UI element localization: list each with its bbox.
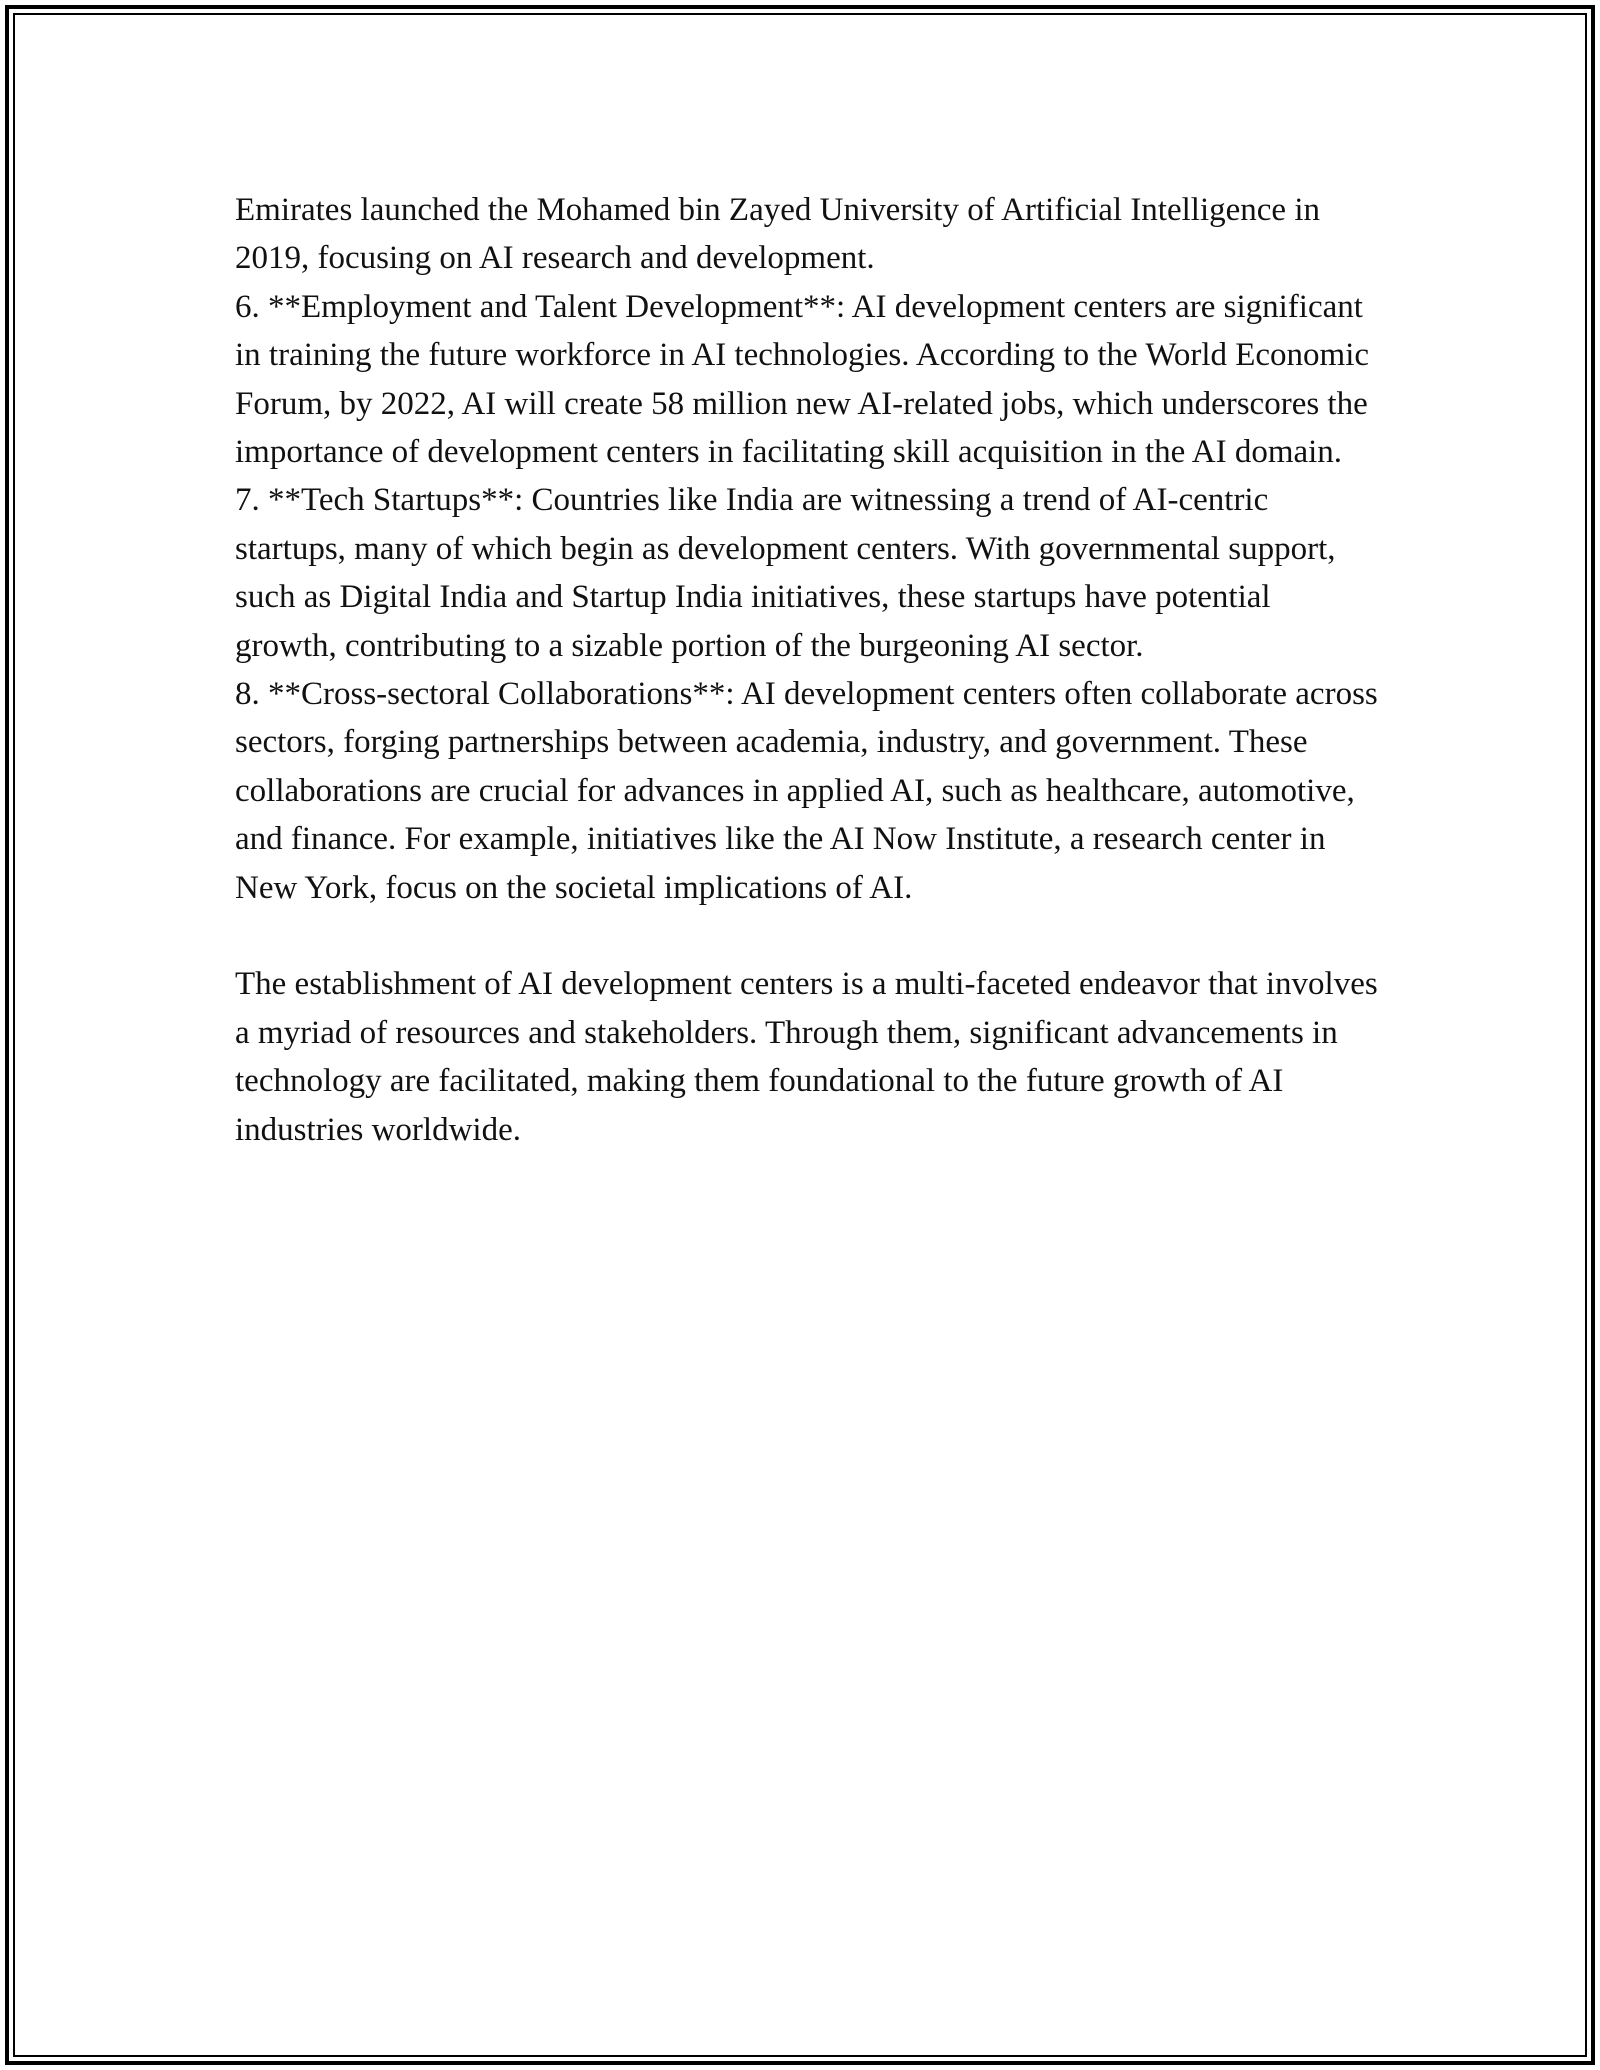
document-body <box>235 186 1380 1154</box>
paragraph-spacer <box>235 912 1380 960</box>
paragraph-uae-university: Emirates launched the Mohamed bin Zayed University of Artificial Intelligence in 2019, focusing on AI research and development. <box>235 192 1320 277</box>
paragraph-tech-startups: 7. **Tech Startups**: Countries like India are witnessing a trend of AI-centric startups, many of which begin as development centers. With governmental support, such as Digital India and Startup India initiatives, these startups have potential growth, contributing to a sizable portion of the burgeoning AI sector. <box>235 482 1336 664</box>
paragraph-employment-talent: 6. **Employment and Talent Development**: AI development centers are significant in training the future workforce in AI technologies. According to the World Economic Forum, by 2022, AI will create 58 million new AI-related jobs, which underscores the importance of development centers in facilitating skill acquisition in the AI domain. <box>235 288 1370 471</box>
paragraph-conclusion: The establishment of AI development centers is a multi-faceted endeavor that involves a myriad of resources and stakeholders. Through them, significant advancements in technology are facilitated, making them foundational to the future growth of AI industries worldwide. <box>235 966 1378 1148</box>
paragraph-cross-sectoral: 8. **Cross-sectoral Collaborations**: AI development centers often collaborate across sectors, forging partnerships between academia, industry, and government. These collaborations are crucial for advances in applied AI, such as healthcare, automotive, and finance. For example, initiatives like the AI Now Institute, a research center in New York, focus on the societal implications of AI. <box>235 676 1378 906</box>
